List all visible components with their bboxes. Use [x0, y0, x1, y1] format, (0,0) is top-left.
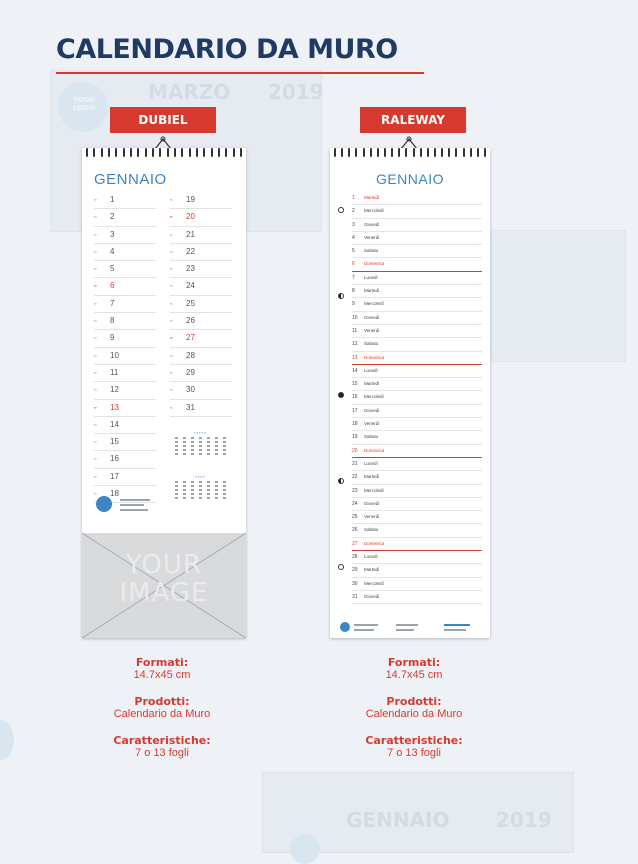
spiral-coil [463, 148, 465, 157]
bg-card-right [484, 230, 626, 362]
day-row [352, 564, 482, 577]
day-number: 7 [352, 274, 355, 281]
day-number: 5 [110, 264, 115, 274]
day-number: 5 [352, 248, 355, 255]
weekday-name: Sabato [364, 527, 379, 533]
weekday-name: Venerdì [364, 514, 380, 520]
calendar-month-title: GENNAIO [94, 171, 167, 188]
footer-line [354, 629, 374, 631]
day-list [352, 192, 482, 604]
brand-line [120, 504, 144, 506]
day-row [352, 391, 482, 404]
hanger-hook-icon [152, 135, 174, 149]
day-number: 12 [352, 341, 358, 348]
weekday-mark: ▪▪ [94, 352, 97, 358]
weekday-mark: ▪▪ [94, 369, 97, 375]
day-number: 6 [352, 261, 355, 268]
spiral-coil [203, 148, 205, 157]
spiral-coil [384, 148, 386, 157]
weekday-name: Venerdì [364, 327, 380, 333]
day-row [170, 330, 232, 347]
spiral-coil [434, 148, 436, 157]
day-number: 21 [352, 460, 358, 467]
footer-line [396, 629, 414, 631]
weekday-mark: ▪▪ [94, 387, 97, 393]
weekday-mark: ▪▪ [94, 248, 97, 254]
day-row [352, 312, 482, 325]
day-number: 10 [110, 350, 119, 360]
weekday-mark: ▪▪ [94, 473, 97, 479]
bg-year-left: 2019 [268, 80, 324, 104]
weekday-name: Lunedì [364, 274, 378, 280]
day-row [170, 313, 232, 330]
weekday-mark: ▪▪ [94, 214, 97, 220]
weekday-mark: ▪▪ [170, 404, 173, 410]
spiral-coil [420, 148, 422, 157]
weekday-name: Mercoledì [364, 394, 384, 400]
day-row [94, 434, 156, 451]
spiral-coil [211, 148, 213, 157]
spiral-coil [470, 148, 472, 157]
weekday-mark: ▪▪ [94, 404, 97, 410]
day-row [170, 192, 232, 209]
moon-phase-icon [338, 392, 344, 398]
weekday-name: Lunedì [364, 554, 378, 560]
spiral-coil [196, 148, 198, 157]
day-row [170, 227, 232, 244]
weekday-name: Martedì [364, 474, 380, 480]
weekday-mark: ▪▪ [170, 266, 173, 272]
bg-year-bottom: 2019 [496, 808, 552, 832]
day-number: 28 [186, 350, 195, 360]
day-row [94, 192, 156, 209]
day-row [94, 382, 156, 399]
day-row [94, 451, 156, 468]
day-row [352, 418, 482, 431]
page-title: CALENDARIO DA MURO [56, 34, 398, 65]
brand-logo-icon [340, 622, 350, 632]
day-row [94, 244, 156, 261]
day-row [94, 417, 156, 434]
prodotti-value: Calendario da Muro [113, 708, 211, 720]
day-number: 14 [352, 367, 358, 374]
day-number: 31 [352, 593, 358, 600]
day-row [170, 382, 232, 399]
calendar-month-title: GENNAIO [375, 171, 445, 187]
weekday-name: Sabato [364, 341, 379, 347]
day-number: 19 [186, 195, 195, 204]
spiral-coil [448, 148, 450, 157]
day-number: 26 [186, 316, 195, 326]
spiral-coil [355, 148, 357, 157]
day-row [352, 338, 482, 351]
spiral-coil [363, 148, 365, 157]
spiral-coil [115, 148, 117, 157]
moon-phase-icon [338, 207, 344, 213]
day-number: 3 [352, 221, 355, 228]
weekday-name: Venerdì [364, 234, 380, 240]
bg-month-bottom: GENNAIO [346, 808, 450, 832]
spiral-binding [86, 148, 242, 157]
moon-phase-icon [338, 293, 344, 299]
day-row [170, 365, 232, 382]
spiral-coil [348, 148, 350, 157]
day-row [170, 278, 232, 295]
bg-month-left: MARZO [148, 80, 231, 104]
weekday-name: Giovedì [364, 500, 380, 506]
spiral-coil [189, 148, 191, 157]
day-row [94, 261, 156, 278]
spiral-coil [398, 148, 400, 157]
footer-line [354, 624, 378, 626]
weekday-name: Domenica [364, 261, 385, 267]
day-number: 11 [110, 367, 119, 377]
weekday-name: Lunedì [364, 460, 378, 466]
day-number: 30 [186, 385, 195, 395]
weekday-name: Giovedì [364, 593, 380, 599]
day-row [94, 209, 156, 226]
day-number: 1 [352, 195, 355, 201]
day-row [94, 278, 156, 295]
day-number: 25 [186, 298, 195, 308]
day-row [352, 272, 482, 285]
hanger-hook-icon [398, 135, 420, 149]
weekday-name: Giovedì [364, 314, 380, 320]
spiral-coil [218, 148, 220, 157]
day-number: 17 [352, 407, 358, 414]
weekday-mark: ▪▪ [170, 300, 173, 306]
day-number: 29 [186, 367, 195, 377]
day-number: 18 [352, 421, 358, 428]
day-row [352, 219, 482, 232]
day-row [352, 498, 482, 511]
day-number: 30 [352, 580, 358, 587]
weekday-mark: ▪▪ [94, 266, 97, 272]
day-row [352, 258, 482, 271]
weekday-mark: ▪▪ [170, 283, 173, 289]
day-row [94, 348, 156, 365]
day-row [170, 244, 232, 261]
weekday-name: Domenica [364, 354, 385, 360]
weekday-mark: ▪▪ [94, 421, 97, 427]
brand-logo-icon [96, 496, 112, 512]
day-row [352, 285, 482, 298]
weekday-name: Martedì [364, 567, 380, 573]
day-row [352, 578, 482, 591]
mini-calendar-next: ▪ ▪ ▪ ▪ [172, 474, 228, 499]
day-number: 8 [110, 316, 115, 326]
day-number: 1 [110, 195, 115, 204]
moon-phase-icon [338, 478, 344, 484]
spiral-coil [137, 148, 139, 157]
badge-dubiel: DUBIEL [110, 107, 216, 133]
spiral-coil [167, 148, 169, 157]
day-row [352, 232, 482, 245]
day-row [170, 296, 232, 313]
day-row [170, 400, 232, 417]
day-number: 20 [352, 447, 358, 454]
day-column-right [170, 192, 232, 417]
weekday-name: Lunedì [364, 367, 378, 373]
weekday-mark: ▪▪ [170, 335, 173, 341]
calendar-raleway [330, 148, 490, 638]
weekday-mark: ▪▪ [94, 439, 97, 445]
formati-label: Formati: [135, 656, 189, 669]
weekday-mark: ▪▪ [170, 248, 173, 254]
spiral-coil [233, 148, 235, 157]
day-number: 27 [186, 333, 195, 343]
day-number: 11 [352, 327, 358, 334]
day-number: 25 [352, 514, 358, 521]
spiral-coil [123, 148, 125, 157]
day-number: 23 [186, 264, 195, 274]
weekday-name: Mercoledì [364, 301, 384, 307]
day-number: 24 [352, 500, 358, 507]
day-row [94, 296, 156, 313]
day-row [352, 365, 482, 378]
day-number: 22 [352, 474, 358, 481]
day-row [170, 261, 232, 278]
formati-value: 14.7x45 cm [385, 669, 443, 681]
caratteristiche-value: 7 o 13 fogli [387, 747, 441, 759]
day-row [352, 485, 482, 498]
spiral-coil [334, 148, 336, 157]
day-number: 16 [352, 394, 358, 401]
image-placeholder-text: YOUR IMAGE [119, 550, 209, 608]
spiral-coil [174, 148, 176, 157]
prodotti-label: Prodotti: [134, 695, 190, 708]
day-row [170, 209, 232, 226]
bg-circle-bottom [290, 834, 320, 864]
caratteristiche-label: Caratteristiche: [113, 734, 211, 747]
day-row [352, 192, 482, 205]
spiral-coil [341, 148, 343, 157]
weekday-mark: ▪▪ [170, 197, 173, 202]
caratteristiche-label: Caratteristiche: [365, 734, 463, 747]
weekday-mark: ▪▪ [170, 231, 173, 237]
spiral-coil [427, 148, 429, 157]
day-number: 14 [110, 419, 119, 429]
weekday-mark: ▪▪ [170, 369, 173, 375]
day-number: 4 [352, 234, 355, 241]
day-row [352, 445, 482, 458]
day-row [94, 313, 156, 330]
spiral-coil [455, 148, 457, 157]
day-row [170, 348, 232, 365]
day-row [94, 365, 156, 382]
weekday-mark: ▪▪ [170, 387, 173, 393]
day-number: 31 [186, 402, 195, 412]
weekday-name: Sabato [364, 434, 379, 440]
spiral-coil [413, 148, 415, 157]
weekday-name: Mercoledì [364, 487, 384, 493]
spiral-coil [477, 148, 479, 157]
day-row [352, 325, 482, 338]
brand-line [120, 499, 150, 501]
day-number: 28 [352, 554, 358, 561]
day-row [352, 591, 482, 604]
product-info-raleway [324, 656, 504, 773]
day-row [94, 469, 156, 486]
weekday-mark: ▪▪ [170, 318, 173, 324]
weekday-mark: ▪▪ [94, 318, 97, 324]
weekday-mark: ▪▪ [94, 283, 97, 289]
day-row [352, 458, 482, 471]
weekday-mark: ▪▪ [94, 335, 97, 341]
spiral-coil [441, 148, 443, 157]
calendar-dubiel [82, 148, 246, 638]
product-info-dubiel [72, 656, 252, 773]
day-row [94, 400, 156, 417]
footer-line [444, 629, 466, 631]
weekday-mark: ▪▪ [94, 197, 97, 202]
weekday-mark: ▪▪ [94, 456, 97, 462]
badge-raleway: RALEWAY [360, 107, 466, 133]
day-number: 2 [110, 212, 115, 222]
day-number: 8 [352, 288, 355, 295]
weekday-name: Martedì [364, 195, 380, 200]
day-row [94, 330, 156, 347]
day-row [94, 227, 156, 244]
bg-circle-left [0, 720, 14, 760]
weekday-name: Domenica [364, 540, 385, 546]
day-row [352, 205, 482, 218]
prodotti-label: Prodotti: [386, 695, 442, 708]
day-number: 19 [352, 434, 358, 441]
spiral-coil [377, 148, 379, 157]
spiral-coil [181, 148, 183, 157]
day-number: 15 [110, 437, 119, 447]
day-row [352, 245, 482, 258]
image-placeholder [82, 533, 246, 638]
day-number: 12 [110, 385, 119, 395]
day-number: 24 [186, 281, 195, 291]
day-number: 4 [110, 246, 115, 256]
day-row [352, 524, 482, 537]
bg-logo-text: YOUR LOGO [73, 96, 95, 112]
mini-calendar-prev: ▪ ▪ ▪ ▪ ▪ [172, 430, 228, 455]
footer-line [396, 624, 418, 626]
day-number: 16 [110, 454, 119, 464]
weekday-name: Domenica [364, 447, 385, 453]
moon-phase-icon [338, 564, 344, 570]
day-number: 7 [110, 298, 115, 308]
day-number: 3 [110, 229, 115, 239]
day-number: 13 [110, 402, 119, 412]
weekday-name: Mercoledì [364, 208, 384, 214]
weekday-mark: ▪▪ [94, 231, 97, 237]
spiral-coil [370, 148, 372, 157]
day-row [352, 538, 482, 551]
spiral-coil [484, 148, 486, 157]
prodotti-value: Calendario da Muro [365, 708, 463, 720]
weekday-name: Mercoledì [364, 580, 384, 586]
spiral-coil [240, 148, 242, 157]
caratteristiche-value: 7 o 13 fogli [135, 747, 189, 759]
formati-label: Formati: [387, 656, 441, 669]
weekday-name: Sabato [364, 248, 379, 254]
day-row [352, 511, 482, 524]
day-number: 22 [186, 246, 195, 256]
brand-line [120, 509, 148, 511]
day-number: 23 [352, 487, 358, 494]
weekday-mark: ▪▪ [170, 352, 173, 358]
title-underline [56, 72, 424, 74]
weekday-name: Martedì [364, 381, 380, 387]
spiral-coil [152, 148, 154, 157]
day-number: 18 [110, 489, 119, 499]
spiral-coil [86, 148, 88, 157]
spiral-binding [334, 148, 486, 157]
spiral-coil [225, 148, 227, 157]
weekday-name: Venerdì [364, 421, 380, 427]
footer-line [444, 624, 470, 626]
day-number: 13 [352, 354, 358, 361]
spiral-coil [405, 148, 407, 157]
day-number: 9 [352, 301, 355, 308]
formati-value: 14.7x45 cm [133, 669, 191, 681]
day-number: 15 [352, 381, 358, 388]
spiral-coil [159, 148, 161, 157]
day-column-left [94, 192, 156, 503]
day-row [352, 298, 482, 311]
day-row [352, 471, 482, 484]
day-row [352, 378, 482, 391]
spiral-coil [391, 148, 393, 157]
day-row [352, 352, 482, 365]
day-number: 21 [186, 229, 195, 239]
weekday-mark: ▪▪ [94, 300, 97, 306]
weekday-mark: ▪▪ [94, 491, 97, 497]
day-number: 26 [352, 527, 358, 534]
day-number: 2 [352, 208, 355, 215]
spiral-coil [130, 148, 132, 157]
day-number: 10 [352, 314, 358, 321]
day-number: 6 [110, 281, 115, 291]
spiral-coil [93, 148, 95, 157]
day-row [352, 551, 482, 564]
day-number: 29 [352, 567, 358, 574]
day-number: 27 [352, 540, 358, 547]
day-number: 9 [110, 333, 115, 343]
day-number: 20 [186, 212, 195, 222]
spiral-coil [145, 148, 147, 157]
weekday-name: Giovedì [364, 221, 380, 227]
day-row [352, 405, 482, 418]
spiral-coil [101, 148, 103, 157]
weekday-name: Martedì [364, 288, 380, 294]
day-row [352, 431, 482, 444]
weekday-name: Giovedì [364, 407, 380, 413]
spiral-coil [108, 148, 110, 157]
weekday-mark: ▪▪ [170, 214, 173, 220]
day-number: 17 [110, 471, 119, 481]
